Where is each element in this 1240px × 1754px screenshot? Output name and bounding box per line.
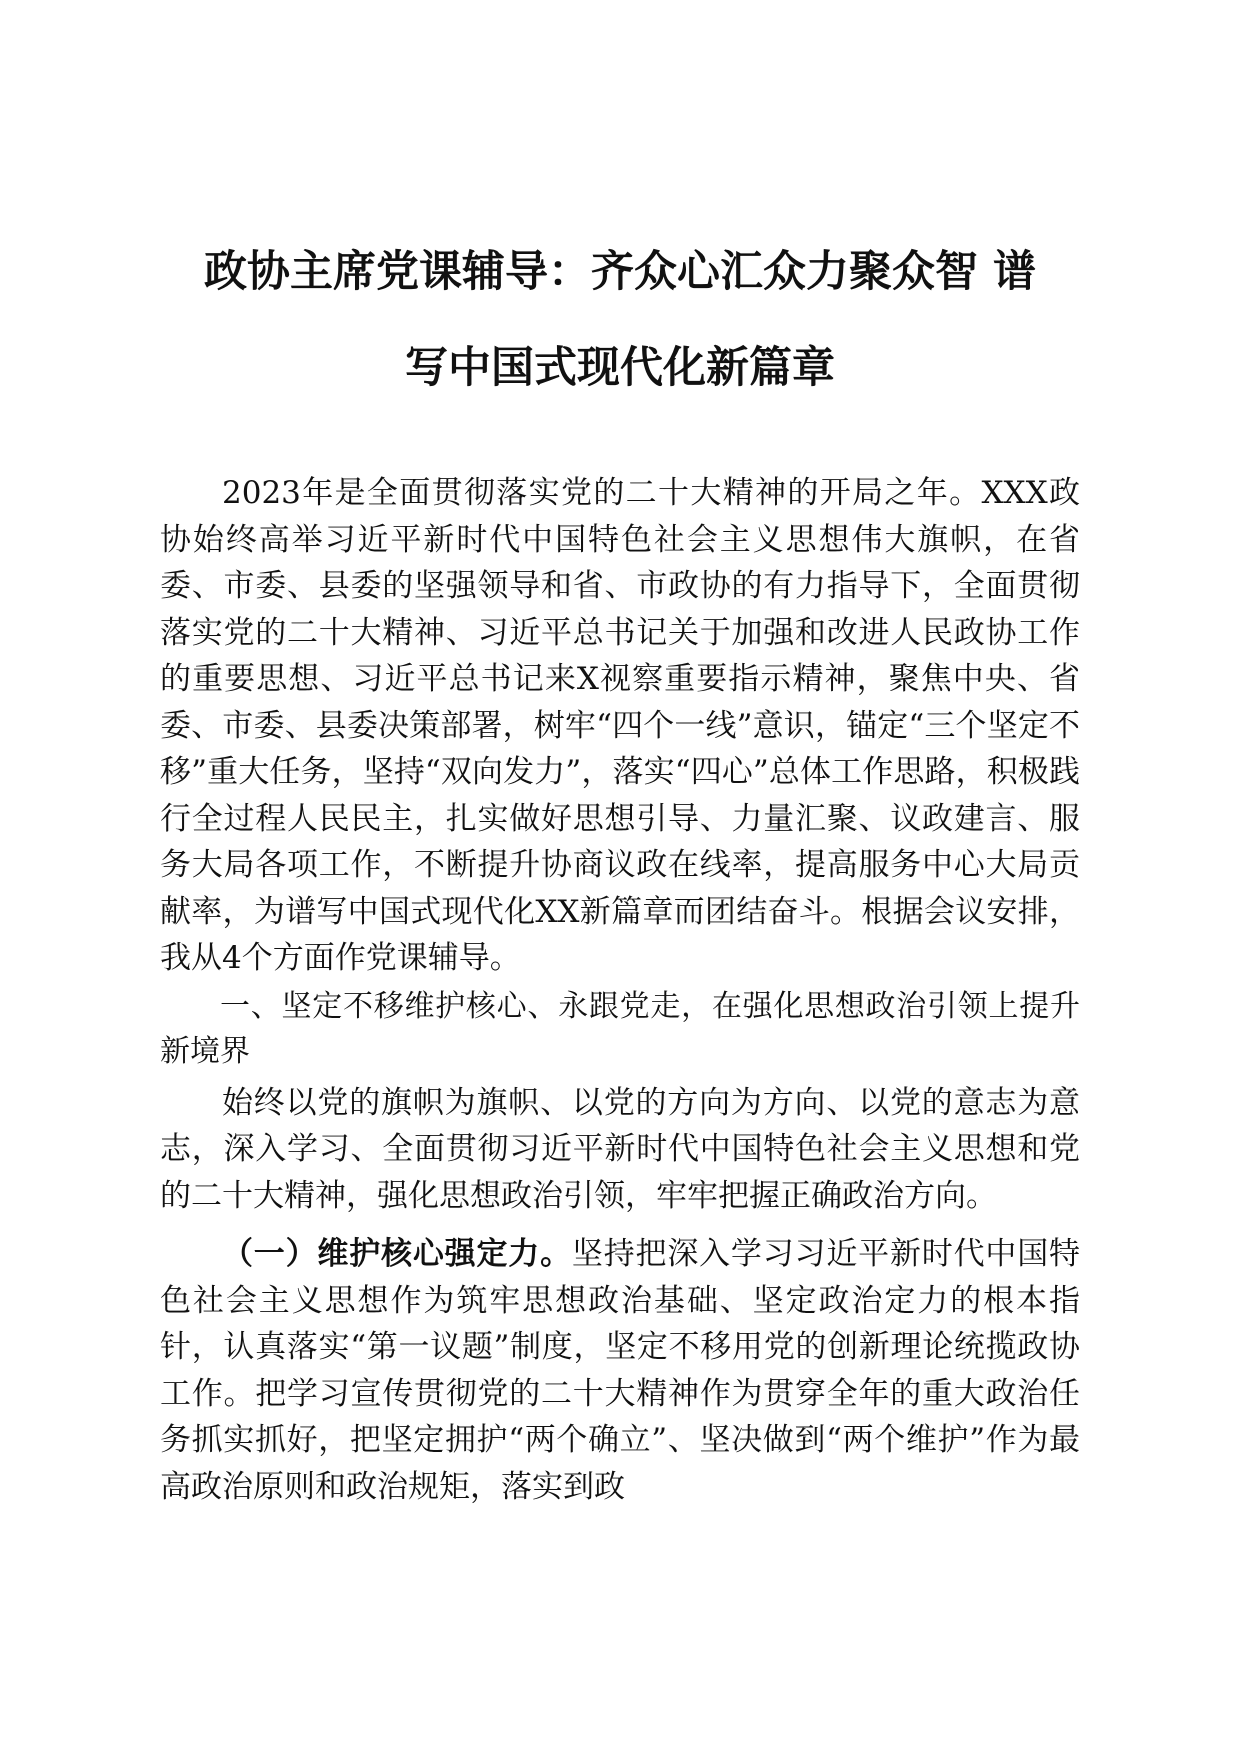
subsection-1-lead: （一）维护核心强定力。 xyxy=(222,1236,572,1272)
subsection-1-paragraph xyxy=(160,1231,1080,1510)
document-title xyxy=(150,224,1090,416)
document-body xyxy=(160,470,1080,1510)
title-line-1: 政协主席党课辅导：齐众心汇众力聚众智 谱 xyxy=(204,247,1036,297)
intro-paragraph: 2023年是全面贯彻落实党的二十大精神的开局之年。XXX政协始终高举习近平新时代中国特色社会主义思想伟大旗帜，在省委、市委、县委的坚强领导和省、市政协的有力指导下，全面贯彻落实党的二十大精神、习近平总书记关于加强和改进人民政协工作的重要思想、习近平总书记来X视察重要指示精神，聚焦中央、省委、市委、县委决策部署，树牢“四个一线”意识，锚定“三个坚定不移”重大任务，坚持“双向发力”，落实“四心”总体工作思路，积极践行全过程人民民主，扎实做好思想引导、力量汇聚、议政建言、服务大局各项工作，不断提升协商议政在线率，提高服务中心大局贡献率，为谱写中国式现代化XX新篇章而团结奋斗。根据会议安排，我从4个方面作党课辅导。 xyxy=(160,475,1080,976)
subsection-1-text: 坚持把深入学习习近平新时代中国特色社会主义思想作为筑牢思想政治基础、坚定政治定力的根本指针，认真落实“第一议题”制度，坚定不移用党的创新理论统揽政协工作。把学习宣传贯彻党的二十大精神作为贯穿全年的重大政治任务抓实抓好，把坚定拥护“两个确立”、坚决做到“两个维护”作为最高政治原则和政治规矩，落实到政 xyxy=(160,1236,1081,1505)
section-1-paragraph: 始终以党的旗帜为旗帜、以党的方向为方向、以党的意志为意志，深入学习、全面贯彻习近平新时代中国特色社会主义思想和党的二十大精神，强化思想政治引领，牢牢把握正确政治方向。 xyxy=(160,1084,1080,1214)
title-line-2: 写中国式现代化新篇章 xyxy=(405,343,835,393)
section-1-heading: 一、坚定不移维护核心、永跟党走，在强化思想政治引领上提升新境界 xyxy=(160,988,1080,1069)
